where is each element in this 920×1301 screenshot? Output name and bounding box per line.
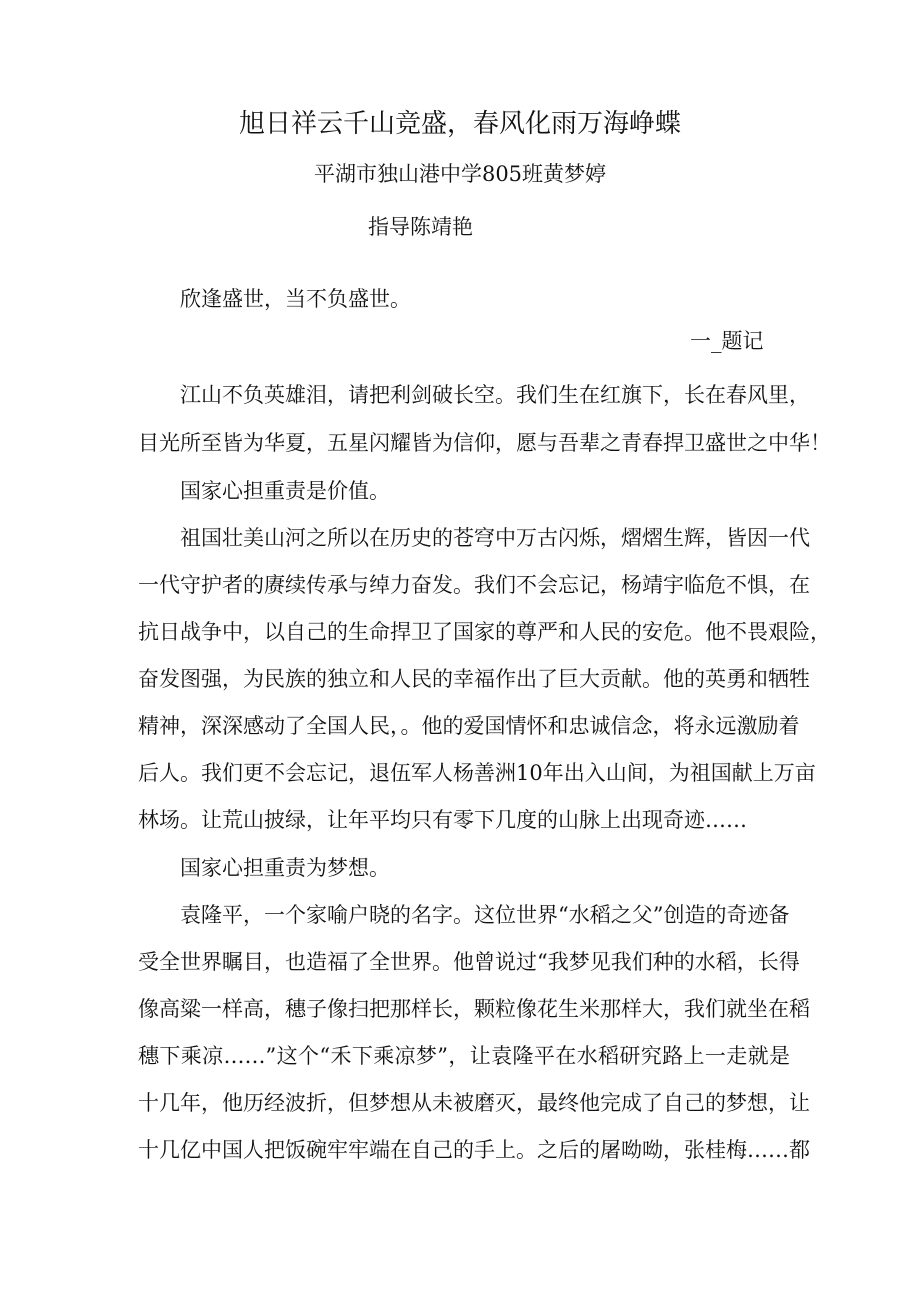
body-line: 奋发图强，为民族的独立和人民的幸福作出了巨大贡献。他的英勇和牺牲 [138, 667, 810, 691]
body-line: 受全世界瞩目，也造福了全世界。他曾说过“我梦见我们种的水稻，长得 [138, 950, 800, 974]
section-heading: 国家心担重责为梦想。 [180, 856, 390, 880]
body-line: 精神，深深感动了全国人民，。他的爱国情怀和忠诚信念，将永远激励着 [138, 714, 800, 738]
body-line: 像高粱一样高，穗子像扫把那样长，颗粒像花生米那样大，我们就坐在稻 [138, 997, 810, 1021]
body-line: 穗下乘凉……”这个“禾下乘凉梦”，让袁隆平在水稻研究路上一走就是 [138, 1044, 790, 1068]
author-line: 平湖市独山港中学805班黄梦婷 [313, 162, 607, 186]
epigraph: 欣逢盛世，当不负盛世。 [180, 287, 411, 311]
body-line: 抗日战争中，以自己的生命捍卫了国家的尊严和人民的安危。他不畏艰险， [138, 620, 831, 644]
body-line: 十几亿中国人把饭碗牢牢端在自己的手上。之后的屠呦呦，张桂梅……都 [138, 1138, 810, 1162]
body-line: 目光所至皆为华夏，五星闪耀皆为信仰，愿与吾辈之青春捍卫盛世之中华！ [138, 431, 831, 455]
body-line: 林场。让荒山披绿，让年平均只有零下几度的山脉上出现奇迹…… [138, 808, 747, 832]
essay-title: 旭日祥云千山竞盛，春风化雨万海峥蝶 [238, 109, 681, 139]
body-line: 一代守护者的赓续传承与绰力奋发。我们不会忘记，杨靖宇临危不惧，在 [138, 573, 810, 597]
body-line: 祖国壮美山河之所以在历史的苍穹中万古闪烁，熠熠生辉，皆因一代 [180, 526, 810, 550]
section-heading: 国家心担重责是价值。 [180, 479, 390, 503]
epigraph-signature: 一_题记 [690, 329, 764, 353]
body-line: 十几年，他历经波折，但梦想从未被磨灭，最终他完成了自己的梦想，让 [138, 1091, 810, 1115]
body-line: 后人。我们更不会忘记，退伍军人杨善洲10年出入山间，为祖国献上万亩 [138, 761, 816, 785]
body-line: 袁隆平，一个家喻户晓的名字。这位世界“水稻之父”创造的奇迹备 [180, 903, 790, 927]
advisor-line: 指导陈靖艳 [368, 215, 473, 239]
body-line: 江山不负英雄泪，请把利剑破长空。我们生在红旗下，长在春风里， [180, 383, 810, 407]
